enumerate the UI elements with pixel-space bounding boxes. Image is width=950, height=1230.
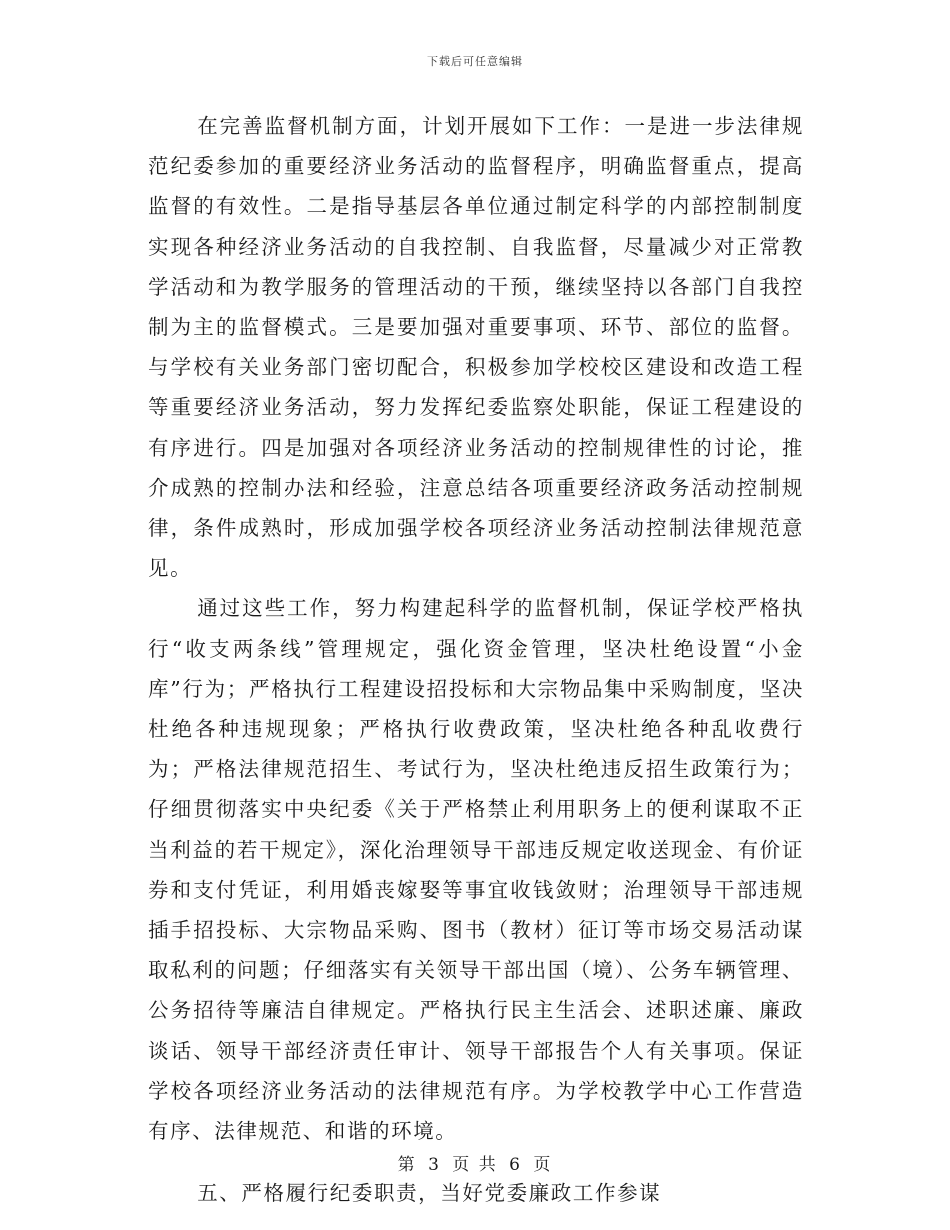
footer-suffix: 页 xyxy=(533,1155,553,1175)
paragraph-work-outcomes: 通过这些工作，努力构建起科学的监督机制，保证学校严格执行“收支两条线”管理规定，强化资金管理，坚决杜绝设置“小金库”行为；严格执行工程建设招投标和大宗物品集中采购制度，坚决杜绝各种违规现象；严格执行收费政策，坚决杜绝各种乱收费行为；严格法律规范招生、考试行为，坚决杜绝违反招生政策行为；仔细贯彻落实中央纪委《关于严格禁止利用职务上的便利谋取不正当利益的若干规定》，深化治理领导干部违反规定收送现金、有价证券和支付凭证，利用婚丧嫁娶等事宜收钱敛财；治理领导干部违规插手招投标、大宗物品采购、图书（教材）征订等市场交易活动谋取私利的问题；仔细落实有关领导干部出国（境）、公务车辆管理、公务招待等廉洁自律规定。严格执行民主生活会、述职述廉、廉政谈话、领导干部经济责任审计、领导干部报告个人有关事项。保证学校各项经济业务活动的法律规范有序。为学校教学中心工作营造有序、法律规范、和谐的环境。 xyxy=(148,596,804,1144)
current-page-number: 3 xyxy=(428,1155,441,1175)
paragraph-supervision-mechanism: 在完善监督机制方面，计划开展如下工作：一是进一步法律规范纪委参加的重要经济业务活动的监督程序，明确监督重点，提高监督的有效性。二是指导基层各单位通过制定科学的内部控制制度实现各种经济业务活动的自我控制、自我监督，尽量减少对正常教学活动和为教学服务的管理活动的干预，继续坚持以各部门自我控制为主的监督模式。三是要加强对重要事项、环节、部位的监督。与学校有关业务部门密切配合，积极参加学校校区建设和改造工程等重要经济业务活动，努力发挥纪委监察处职能，保证工程建设的有序进行。四是加强对各项经济业务活动的控制规律性的讨论，推介成熟的控制办法和经验，注意总结各项重要经济政务活动控制规律，条件成熟时，形成加强学校各项经济业务活动控制法律规范意见。 xyxy=(148,114,804,581)
section-heading: 五、严格履行纪委职责，当好党委廉政工作参谋 xyxy=(197,1181,662,1206)
page-header: 下载后可任意编辑 xyxy=(427,55,523,68)
footer-middle: 页 共 xyxy=(452,1155,498,1175)
document-body xyxy=(148,106,804,1213)
footer-prefix: 第 xyxy=(397,1155,417,1175)
total-page-number: 6 xyxy=(509,1155,522,1175)
page-footer xyxy=(0,1150,950,1175)
